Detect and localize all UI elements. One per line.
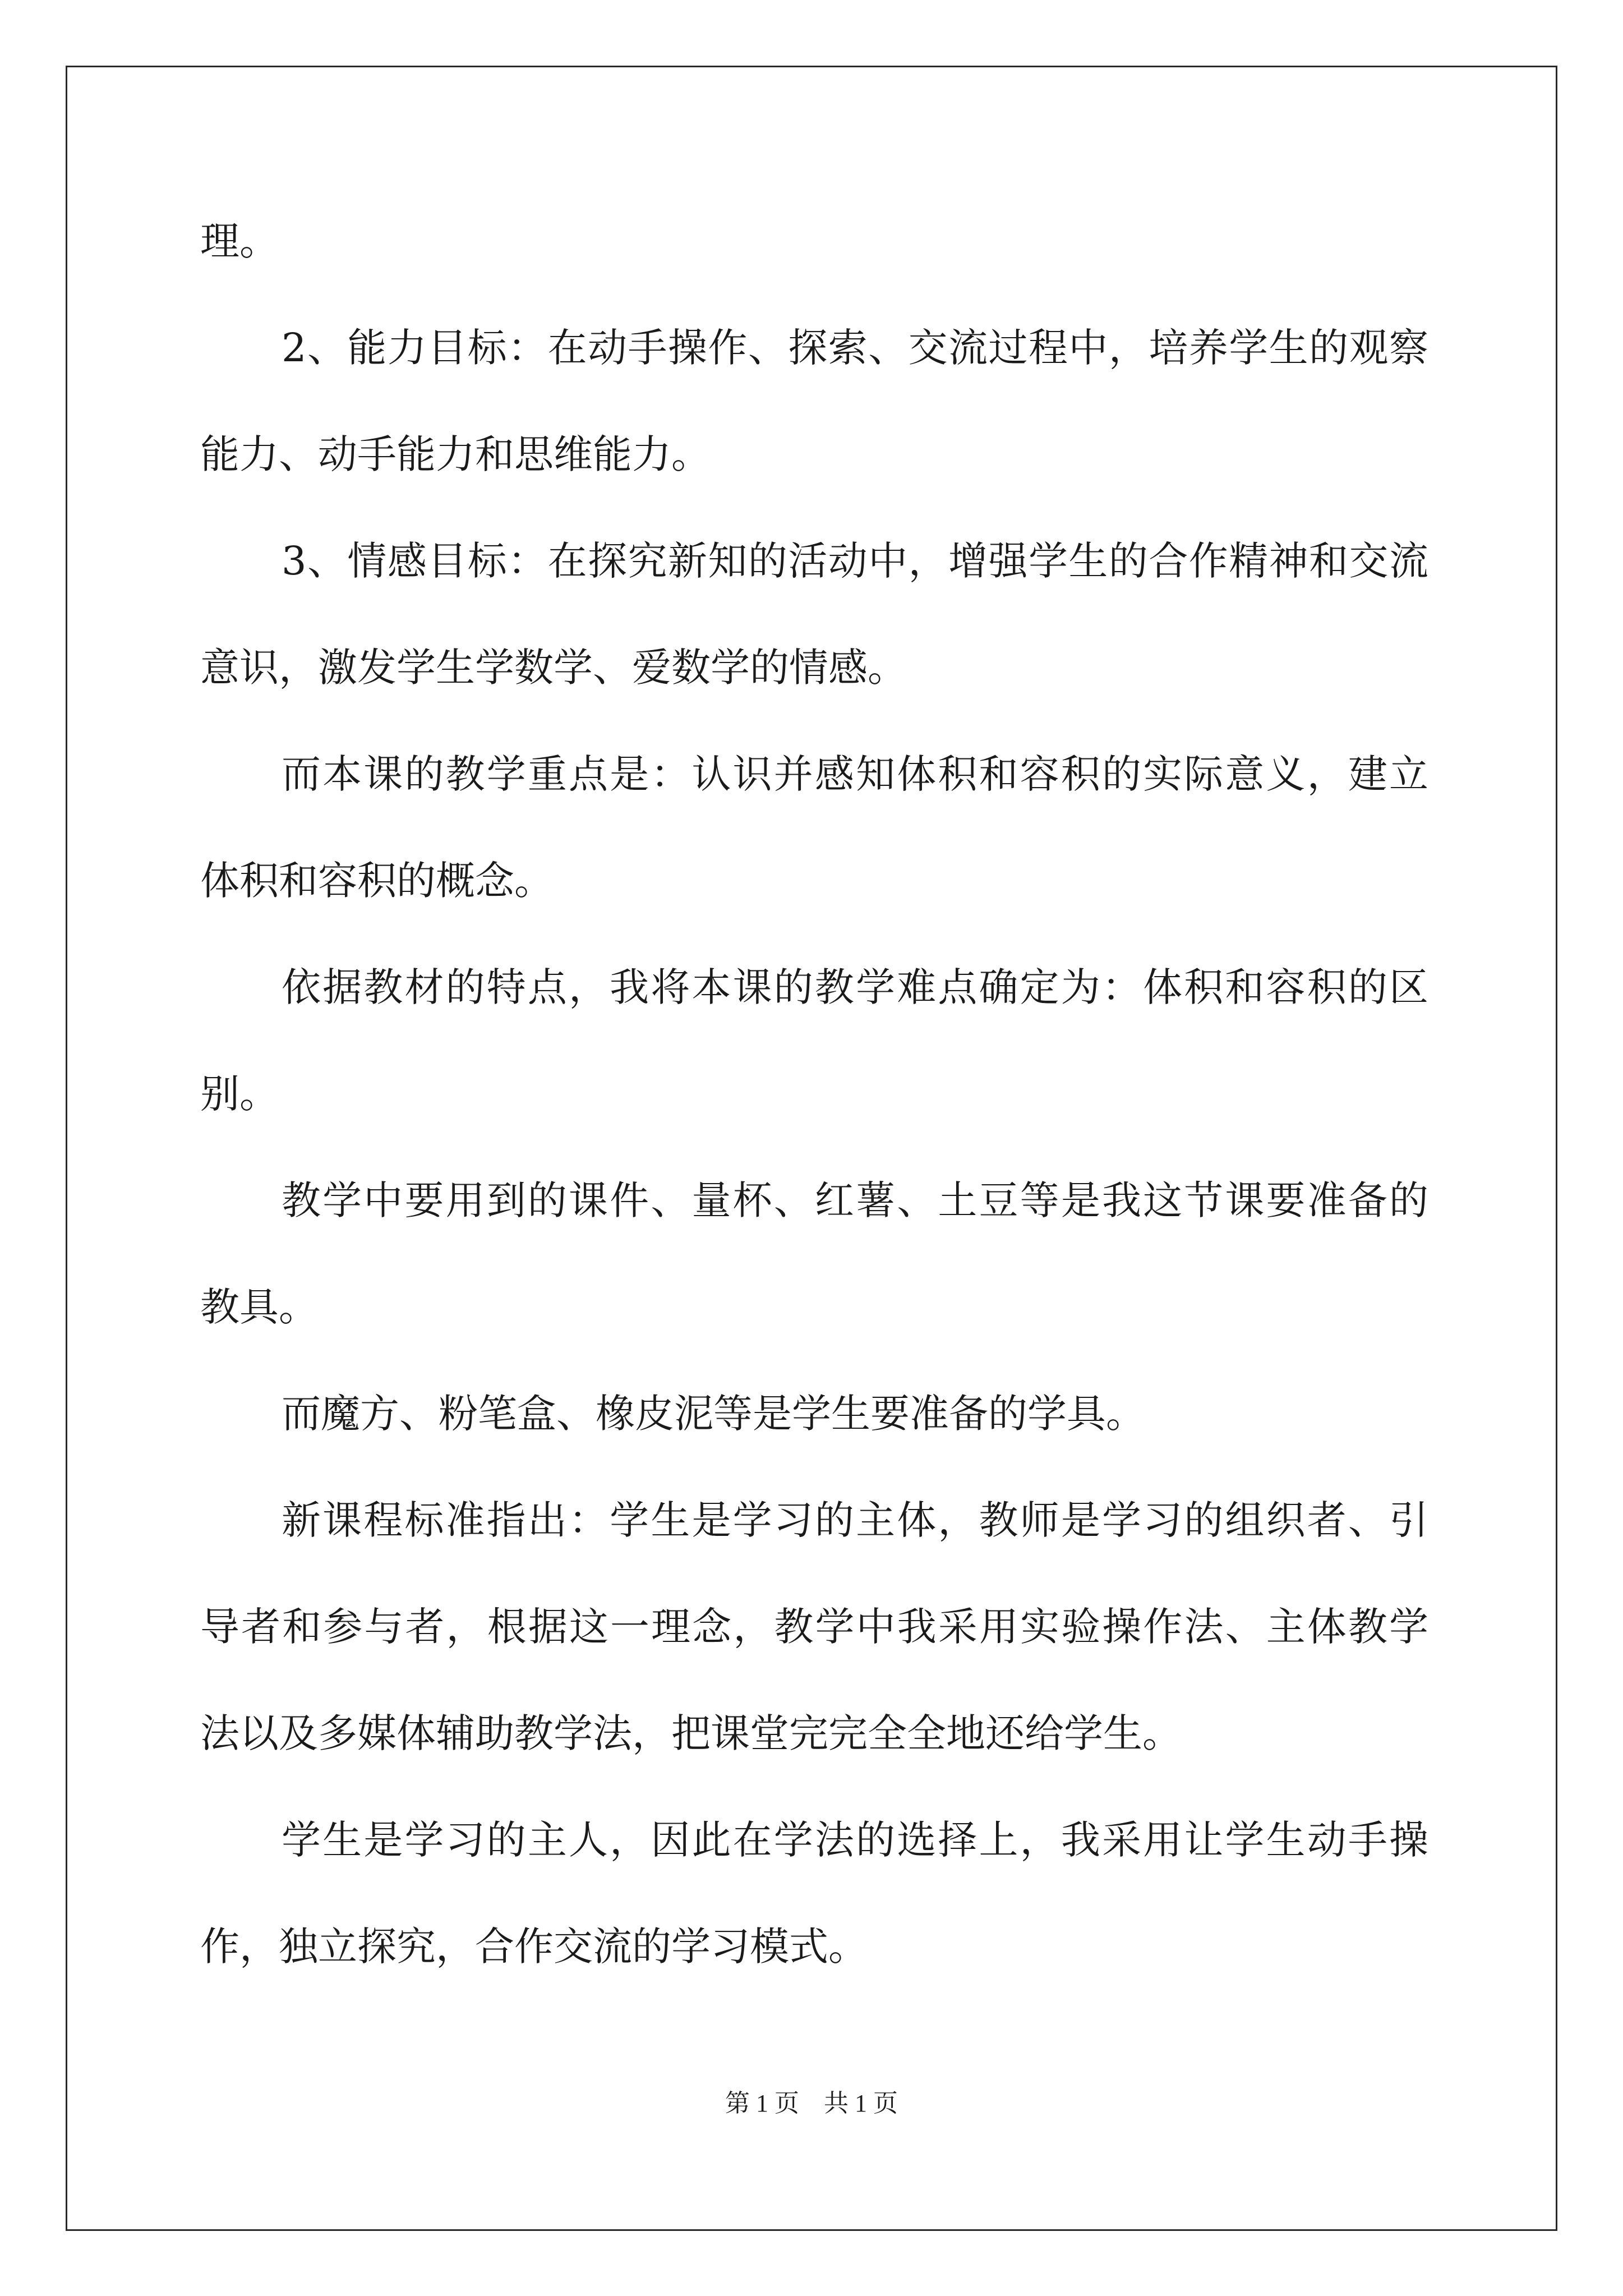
paragraph-line: 学生是学习的主人，因此在学法的选择上，我采用让学生动手操 <box>282 1817 1428 1863</box>
text-line: 法以及多媒体辅助教学法，把课堂完完全全地还给学生。 <box>200 1710 1182 1756</box>
page-border <box>66 66 1557 2231</box>
text-line: 理。 <box>200 218 279 264</box>
paragraph-line: 依据教材的特点，我将本课的教学难点确定为：体积和容积的区 <box>282 964 1428 1010</box>
paragraph-line: 3、情感目标：在探究新知的活动中，增强学生的合作精神和交流 <box>282 538 1428 584</box>
paragraph-line: 而魔方、粉笔盒、橡皮泥等是学生要准备的学具。 <box>282 1391 1145 1437</box>
paragraph-line: 教学中要用到的课件、量杯、红薯、土豆等是我这节课要准备的 <box>282 1177 1428 1223</box>
paragraph-line: 而本课的教学重点是：认识并感知体积和容积的实际意义，建立 <box>282 751 1428 797</box>
text-line: 意识，激发学生学数学、爱数学的情感。 <box>200 645 907 691</box>
text-line: 体积和容积的概念。 <box>200 858 554 904</box>
text-line: 教具。 <box>200 1284 318 1330</box>
text-line: 导者和参与者，根据这一理念，教学中我采用实验操作法、主体教学 <box>200 1604 1428 1650</box>
paragraph-line: 新课程标准指出：学生是学习的主体，教师是学习的组织者、引 <box>282 1497 1428 1543</box>
text-line: 作，独立探究，合作交流的学习模式。 <box>200 1924 868 1970</box>
text-line: 能力、动手能力和思维能力。 <box>200 431 711 477</box>
text-line: 别。 <box>200 1071 279 1117</box>
page-number: 第 1 页 共 1 页 <box>725 2090 898 2117</box>
paragraph-line: 2、能力目标：在动手操作、探索、交流过程中，培养学生的观察 <box>282 325 1428 371</box>
